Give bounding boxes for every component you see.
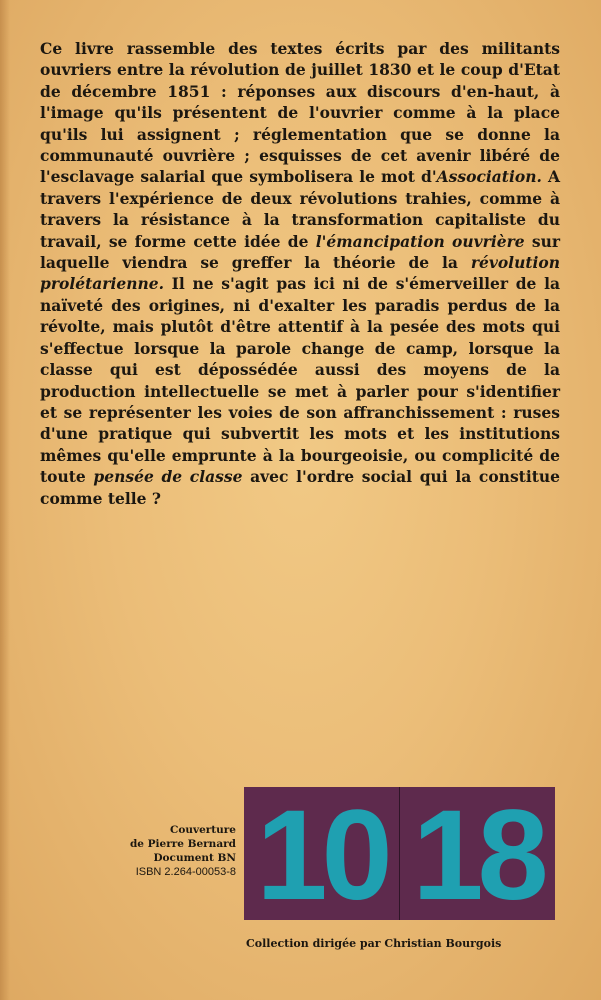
blurb-text: A travers l'expérience de deux révolutions trahies, comme à travers la résistance à la transformation capitaliste du travail, se forme cette idée de — [40, 167, 560, 251]
spine-edge-shadow — [0, 0, 10, 1000]
blurb-text: Il ne s'agit pas ici ni de s'émerveiller de la naïveté des origines, ni d'exalter les paradis perdus de la révolte, mais plutôt d'être attentif à la pesée des mots qui s'effectue lorsque la parole change de camp, lorsque la classe qui est dépossédée aussi des moyens de la production intellectuelle se met à parler pour s'identifier et se représenter les voies de son affranchissement : ruses d'une pratique qui subvertit les mots et les institutions mêmes qu'elle emprunte à la bourgeoisie, ou complicité de toute — [40, 274, 560, 487]
logo-number-18: 18 — [412, 787, 543, 920]
blurb-italic-association: Association. — [436, 167, 542, 187]
logo-number-10: 10 — [256, 787, 387, 920]
blurb-text: avec l'ordre social qui la constitue comme telle ? — [40, 467, 561, 508]
blurb-italic-emancipation: l'émancipation ouvrière — [315, 231, 525, 251]
blurb-italic-revolution: révolution prolétarienne. — [40, 253, 560, 294]
credit-line: Document BN — [153, 852, 236, 864]
blurb-italic-pensee-de-classe: pensée de classe — [93, 467, 243, 487]
publisher-logo-10-18 — [244, 787, 555, 920]
blurb-text: sur laquelle viendra se greffer la théorie de la — [40, 231, 560, 273]
cover-credits — [118, 823, 236, 879]
credit-line: Couverture — [169, 824, 236, 836]
logo-left-panel — [244, 787, 399, 920]
credit-line: de Pierre Bernard — [129, 838, 236, 850]
logo-right-panel — [399, 787, 555, 920]
back-cover-blurb — [40, 38, 560, 509]
blurb-text: Ce livre rassemble des textes écrits par des militants ouvriers entre la révolution de juillet 1830 et le coup d'Etat de décembre 1851 : réponses aux discours d'en-haut, à l'image qu'ils présentent de l'ouvrier comme à la place qu'ils lui assignent ; réglementation que se donne la communauté ouvrière ; esquisses de cet avenir libéré de l'esclavage salarial que symbolisera le mot d' — [40, 39, 560, 187]
isbn-number: ISBN 2.264-00053-8 — [135, 866, 236, 878]
collection-director-line: Collection dirigée par Christian Bourgois — [246, 937, 502, 950]
